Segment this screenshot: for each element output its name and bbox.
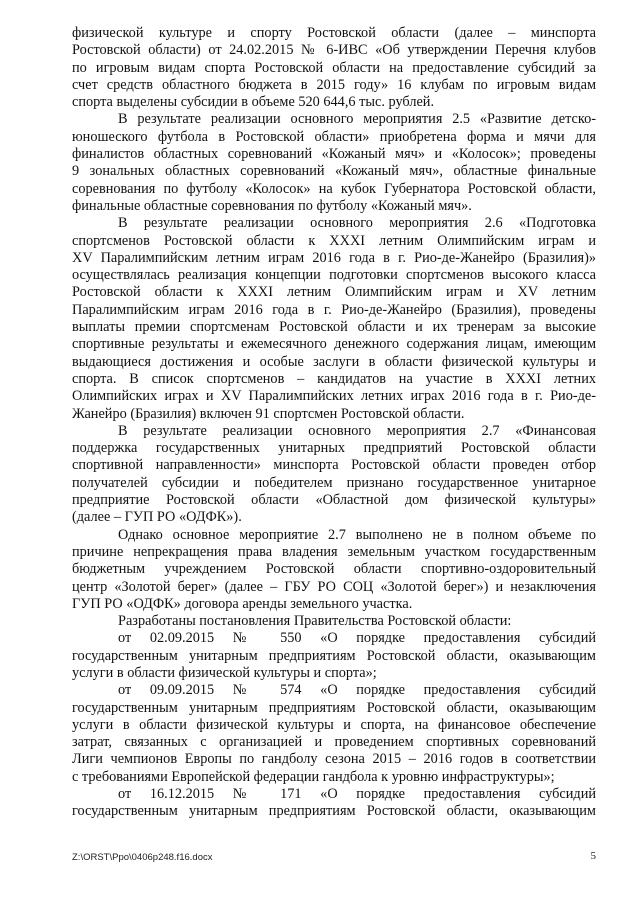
text-line: выплаты премии спортсменам Ростовской области и их тренерам за высокие [72, 319, 596, 336]
text-line: государственным унитарным предприятиям Ростовской области, оказывающим [72, 803, 596, 820]
paragraph [72, 613, 596, 630]
text-line: получателей субсидии и победителем признано государственное унитарное [72, 474, 596, 491]
text-line: спорта. В список спортсменов – кандидатов на участие в XXXI летних [72, 370, 596, 387]
text-line: В результате реализации основного мероприятия 2.6 «Подготовка [118, 215, 596, 232]
text-line: финалистов областных соревнований «Кожаный мяч» и «Колосок»; проведены [72, 146, 596, 163]
text-line: причине непрекращения права владения земельным участком государственным [72, 543, 596, 560]
paragraph [72, 25, 596, 111]
text-line: Паралимпийским играм 2016 года в г. Рио-де-Жанейро (Бразилия), проведены [72, 301, 596, 318]
text-line: Ростовской области к XXXI летним Олимпийским играм и XV летним [72, 284, 596, 301]
text-line: осуществлялась реализация концепции подготовки спортсменов высокого класса [72, 267, 596, 284]
text-line: от 02.09.2015 № 550 «О порядке предоставления субсидий [118, 630, 596, 647]
text-line: с требованиями Европейской федерации гандбола к уровню инфраструктуры»; [72, 768, 555, 785]
paragraph [72, 111, 596, 215]
text-line: спортивной направленности» минспорта Ростовской области проведен отбор [72, 457, 596, 474]
paragraph [72, 682, 596, 786]
text-line: спортивные результаты и ежемесячного денежного содержания лицам, имеющим [72, 336, 596, 353]
text-line: услуги в области физической культуры и спорта»; [72, 664, 377, 681]
paragraph [72, 423, 596, 527]
text-line: по игровым видам спорта Ростовской области на предоставление субсидий за [72, 59, 596, 76]
file-path: Z:\ORST\Ppo\0406p248.f16.docx [72, 852, 213, 863]
text-line: центр «Золотой берег» (далее – ГБУ РО СОЦ «Золотой берег») и незаключения [72, 578, 596, 595]
text-line: счет средств областного бюджета в 2015 году» 16 клубам по игровым видам [72, 76, 596, 93]
text-line: услуги в области физической культуры и спорта, на финансовое обеспечение [72, 716, 596, 733]
text-line: выдающиеся достижения и особые заслуги в области физической культуры и [72, 353, 596, 370]
text-line: государственным унитарным предприятиям Ростовской области, оказывающим [72, 699, 596, 716]
text-line: спортсменов Ростовской области к XXXI летним Олимпийским играм и [72, 232, 596, 249]
text-line: государственным унитарным предприятиям Ростовской области, оказывающим [72, 647, 596, 664]
text-line: поддержка государственных унитарных предприятий Ростовской области [72, 440, 596, 457]
paragraph [72, 786, 596, 821]
text-line: Разработаны постановления Правительства Ростовской области: [118, 613, 512, 630]
paragraph [72, 630, 596, 682]
text-line: бюджетным учреждением Ростовской области спортивно-оздоровительный [72, 561, 596, 578]
text-line: физической культуре и спорту Ростовской области (далее – минспорта [72, 25, 596, 41]
text-line: затрат, связанных с организацией и проведением спортивных соревнований [72, 734, 596, 751]
paragraph [72, 527, 596, 613]
text-line: ГУП РО «ОДФК» договора аренды земельного участка. [72, 595, 413, 612]
text-line: Лиги чемпионов Европы по гандболу сезона 2015 – 2016 годов в соответствии [72, 751, 596, 768]
text-line: спорта выделены субсидии в объеме 520 644,6 тыс. рублей. [72, 94, 435, 111]
text-line: соревнования по футболу «Колосок» на кубок Губернатора Ростовской области, [72, 180, 596, 197]
text-line: 9 зональных областных соревнований «Кожаный мяч», областные финальные [72, 163, 596, 180]
text-line: Жанейро (Бразилия) включен 91 спортсмен Ростовской области. [72, 405, 465, 422]
text-line: (далее – ГУП РО «ОДФК»). [72, 509, 242, 526]
text-line: В результате реализации основного мероприятия 2.7 «Финансовая [118, 422, 596, 439]
text-line: Однако основное мероприятие 2.7 выполнено не в полном объеме по [118, 526, 596, 543]
text-line: юношеского футбола в Ростовской области» приобретена форма и мячи для [72, 128, 596, 145]
text-line: от 16.12.2015 № 171 «О порядке предоставления субсидий [118, 786, 596, 803]
text-line: от 09.09.2015 № 574 «О порядке предоставления субсидий [118, 682, 596, 699]
text-line: XV Паралимпийским летним играм 2016 года в г. Рио-де-Жанейро (Бразилия)» [72, 249, 596, 266]
paragraph [72, 215, 596, 423]
text-line: В результате реализации основного мероприятия 2.5 «Развитие детско- [118, 111, 596, 128]
text-line: Ростовской области) от 24.02.2015 № 6-ИВС «Об утверждении Перечня клубов [72, 42, 596, 59]
page-number: 5 [590, 850, 596, 862]
text-line: предприятие Ростовской области «Областной дом физической культуры» [72, 492, 596, 509]
text-line: Олимпийских играх и XV Паралимпийских летних играх 2016 года в г. Рио-де- [72, 388, 596, 405]
text-line: финальные областные соревнования по футболу «Кожаный мяч». [72, 197, 472, 214]
document-body [72, 25, 596, 821]
